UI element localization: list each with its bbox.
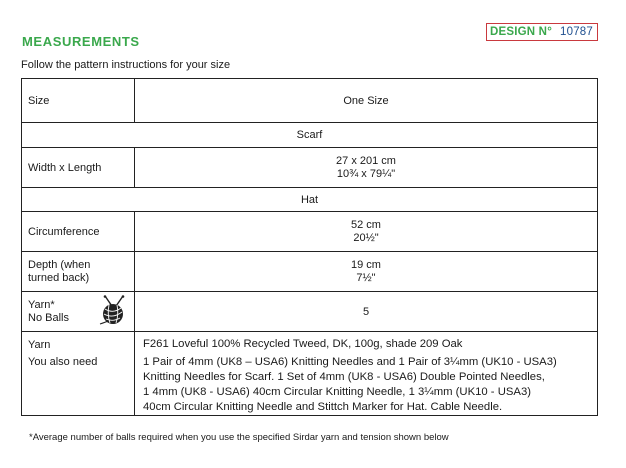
yarn-description: F261 Loveful 100% Recycled Tweed, DK, 100g, shade 209 Oak <box>143 338 463 350</box>
circumference-in: 20½" <box>353 231 379 244</box>
page-title: MEASUREMENTS <box>22 34 140 49</box>
table-row <box>22 79 598 123</box>
circumference-label: Circumference <box>22 212 135 252</box>
measurements-table <box>21 78 598 416</box>
width-length-value <box>135 148 598 188</box>
design-number-box <box>486 23 598 41</box>
size-label: Size <box>22 79 135 123</box>
table-row <box>22 212 598 252</box>
width-length-label: Width x Length <box>22 148 135 188</box>
circumference-cm: 52 cm <box>351 218 381 231</box>
yarn-label-cell <box>22 332 135 416</box>
scarf-header: Scarf <box>22 123 598 148</box>
table-row <box>22 252 598 292</box>
depth-in: 7½" <box>356 271 376 284</box>
yarn-balls-label <box>22 292 135 332</box>
table-row <box>22 292 598 332</box>
yarn-details <box>135 332 598 416</box>
you-also-need-label: You also need <box>28 356 98 368</box>
needles-line: 40cm Circular Knitting Needle and Stittch Marker for Hat. Cable Needle. <box>143 401 503 413</box>
needles-line: 1 4mm (UK8 - USA6) 40cm Circular Knitting Needle, 1 3¼mm (UK10 - USA3) <box>143 386 531 398</box>
needles-line: 1 Pair of 4mm (UK8 – USA6) Knitting Needles and 1 Pair of 3¼mm (UK10 - USA3) <box>143 356 557 368</box>
depth-label-line-2: turned back) <box>28 271 90 284</box>
depth-label-line-1: Depth (when <box>28 258 91 271</box>
table-row <box>22 123 598 148</box>
yarn-label: Yarn <box>28 339 51 351</box>
intro-text: Follow the pattern instructions for your size <box>21 59 231 71</box>
width-length-in: 10¾ x 79¼" <box>336 167 396 180</box>
yarn-ball-icon <box>98 295 130 325</box>
table-row <box>22 188 598 212</box>
size-value: One Size <box>135 79 598 123</box>
depth-value <box>135 252 598 292</box>
design-number: 10787 <box>560 26 593 38</box>
needles-line: Knitting Needles for Scarf. 1 Set of 4mm (UK8 - USA6) Double Pointed Needles, <box>143 371 545 383</box>
design-label: DESIGN N° <box>490 26 552 38</box>
yarn-balls-value: 5 <box>135 292 598 332</box>
depth-cm: 19 cm <box>351 258 381 271</box>
hat-header: Hat <box>22 188 598 212</box>
table-row <box>22 148 598 188</box>
width-length-cm: 27 x 201 cm <box>336 154 396 167</box>
yarn-balls-label-line-2: No Balls <box>28 311 69 324</box>
footnote: *Average number of balls required when you use the specified Sirdar yarn and tension shown below <box>29 432 449 443</box>
depth-label <box>22 252 135 292</box>
table-row <box>22 332 598 416</box>
yarn-balls-label-line-1: Yarn* <box>28 298 55 311</box>
circumference-value <box>135 212 598 252</box>
